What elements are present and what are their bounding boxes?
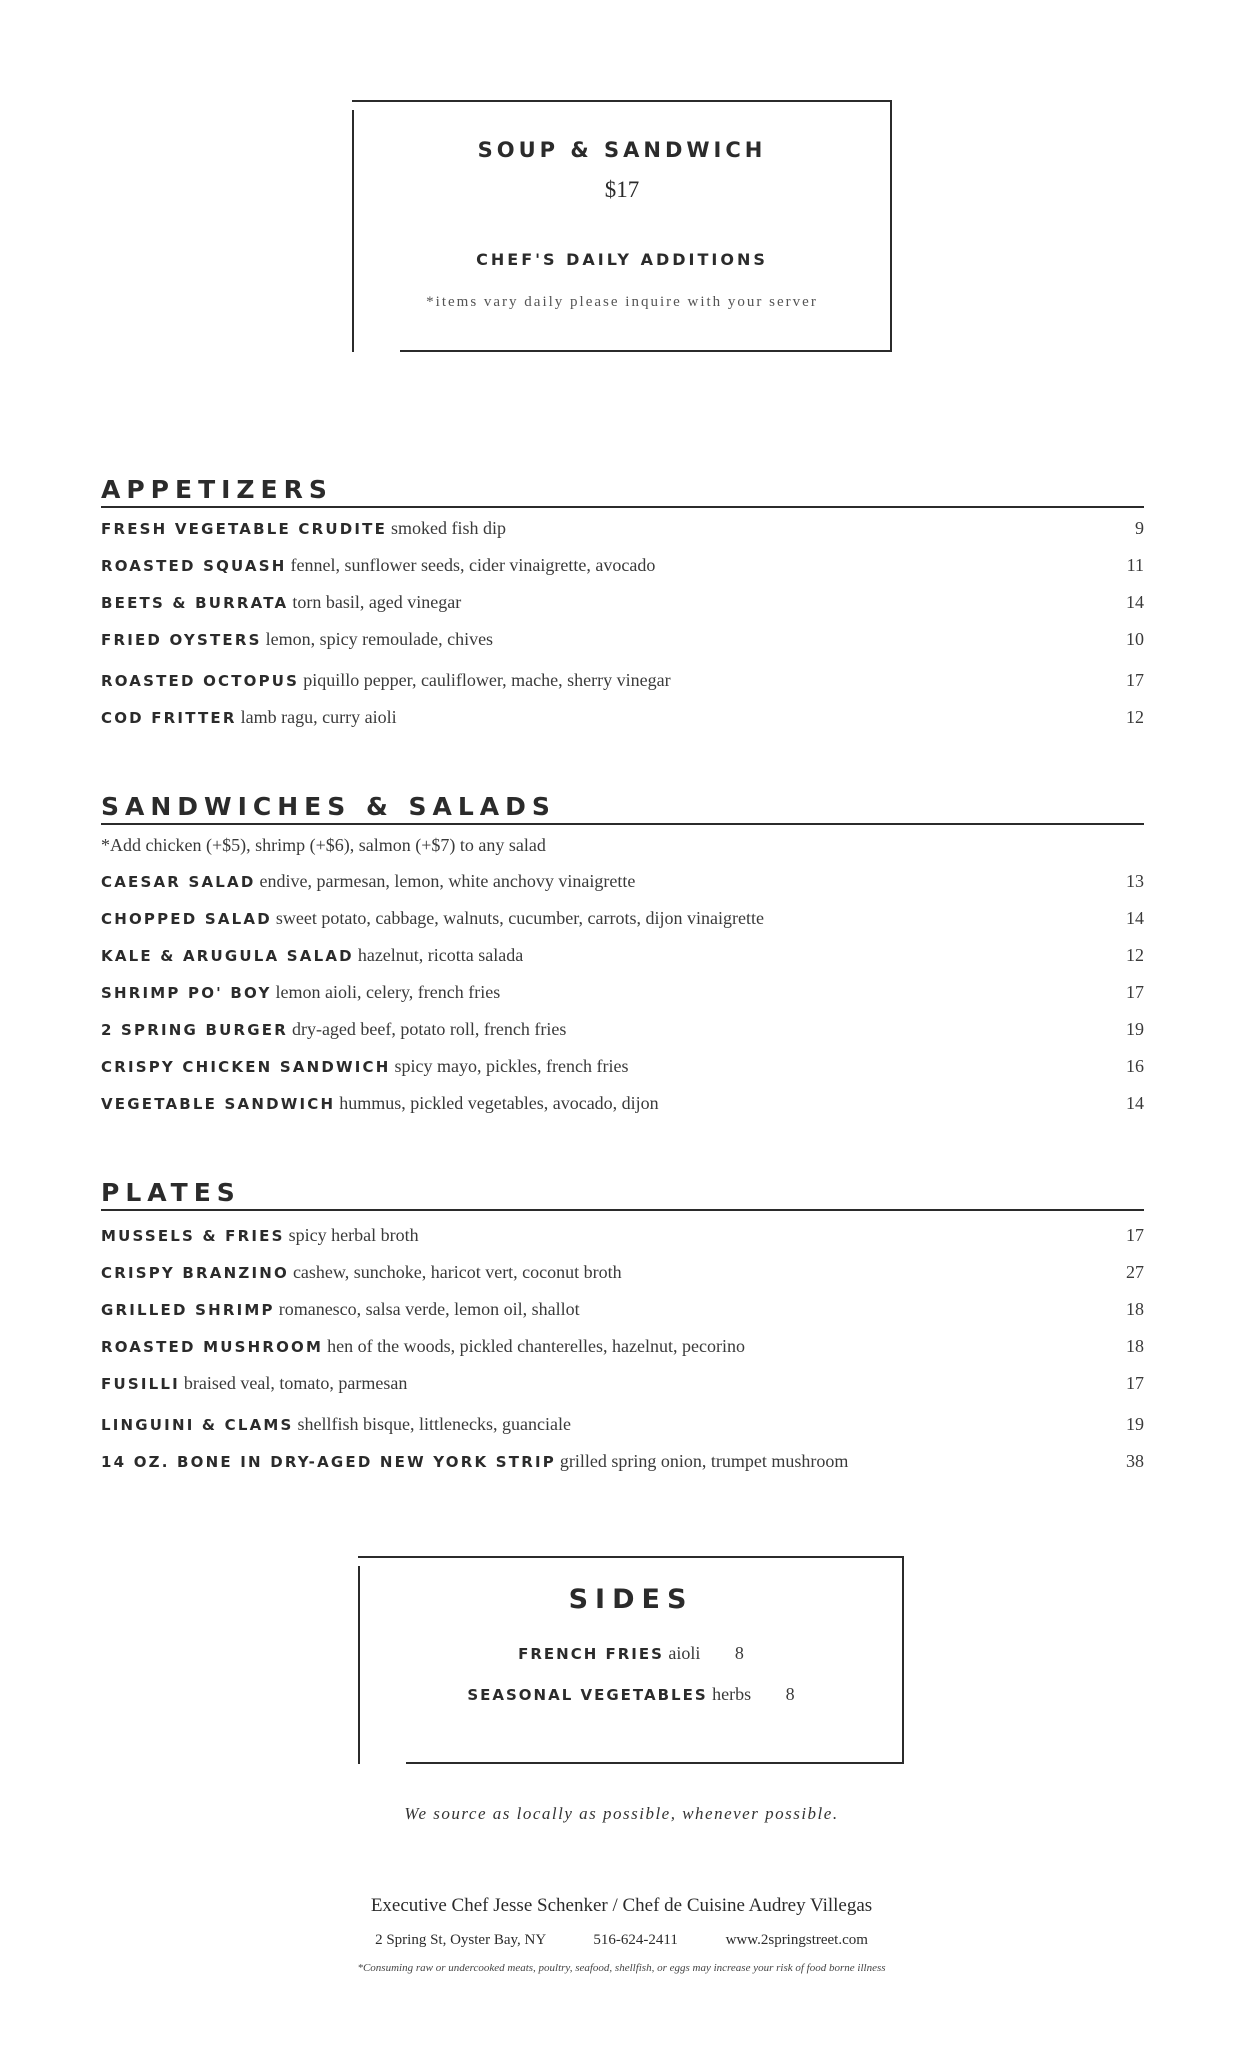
item-name: CAESAR SALAD (101, 873, 256, 891)
item-desc: shellfish bisque, littlenecks, guanciale (297, 1414, 571, 1434)
appetizers-title: APPETIZERS (101, 475, 333, 504)
sides-title: SIDES (568, 1584, 694, 1615)
item-desc: piquillo pepper, cauliflower, mache, sherry vinegar (303, 670, 671, 690)
item-price: 10 (1126, 629, 1144, 649)
side-item (358, 1680, 904, 1709)
side-desc: aioli (668, 1643, 701, 1663)
item-desc: spicy herbal broth (288, 1225, 419, 1245)
special-note: *items vary daily please inquire with your server (426, 294, 818, 310)
menu-item (101, 1369, 1144, 1397)
item-desc: dry-aged beef, potato roll, french fries (291, 1019, 567, 1039)
frame-line (406, 1762, 904, 1764)
menu-item (101, 1332, 1144, 1360)
plates-title: PLATES (101, 1178, 241, 1207)
menu-item (101, 941, 1144, 969)
disclaimer: *Consuming raw or undercooked meats, poultry, seafood, shellfish, or eggs may increase your risk of food borne illness (357, 1962, 886, 1974)
frame-line (400, 350, 892, 352)
item-price: 17 (1126, 1373, 1144, 1393)
item-name: ROASTED OCTOPUS (101, 672, 300, 690)
item-name: CHOPPED SALAD (101, 910, 272, 928)
item-name: 14 OZ. BONE IN DRY-AGED NEW YORK STRIP (101, 1453, 556, 1471)
appetizers-header (101, 470, 1144, 508)
item-name: CRISPY CHICKEN SANDWICH (101, 1058, 391, 1076)
item-price: 12 (1126, 707, 1144, 727)
menu-item (101, 666, 1144, 694)
plates-header (101, 1173, 1144, 1211)
item-price: 11 (1126, 555, 1144, 575)
frame-line (358, 1556, 904, 1558)
item-price: 13 (1126, 871, 1144, 891)
item-desc: sweet potato, cabbage, walnuts, cucumber, carrots, dijon vinaigrette (275, 908, 764, 928)
item-name: FRESH VEGETABLE CRUDITE (101, 520, 388, 538)
side-price: 8 (785, 1684, 795, 1704)
menu-item (101, 867, 1144, 895)
item-desc: lemon, spicy remoulade, chives (265, 629, 494, 649)
sandwiches-title: SANDWICHES & SALADS (101, 792, 556, 821)
section-rule (101, 823, 1144, 825)
item-price: 19 (1126, 1019, 1144, 1039)
item-desc: fennel, sunflower seeds, cider vinaigrette, avocado (290, 555, 656, 575)
sandwiches-header (101, 787, 1144, 825)
sandwiches-note: *Add chicken (+$5), shrimp (+$6), salmon (+$7) to any salad (101, 835, 546, 855)
menu-item (101, 551, 1144, 579)
item-desc: spicy mayo, pickles, french fries (394, 1056, 629, 1076)
frame-line (352, 100, 892, 102)
item-name: 2 SPRING BURGER (101, 1021, 288, 1039)
menu-item (101, 625, 1144, 653)
side-name: SEASONAL VEGETABLES (467, 1686, 708, 1704)
item-price: 19 (1126, 1414, 1144, 1434)
section-rule (101, 506, 1144, 508)
chefs-line: Executive Chef Jesse Schenker / Chef de Cuisine Audrey Villegas (370, 1895, 873, 1916)
special-subtitle: CHEF'S DAILY ADDITIONS (476, 250, 768, 269)
menu-item (101, 1221, 1144, 1249)
item-price: 17 (1126, 1225, 1144, 1245)
item-name: GRILLED SHRIMP (101, 1301, 275, 1319)
menu-item (101, 904, 1144, 932)
menu-item (101, 1447, 1144, 1475)
item-price: 17 (1126, 670, 1144, 690)
item-price: 14 (1126, 592, 1144, 612)
item-desc: lamb ragu, curry aioli (240, 707, 397, 727)
item-name: VEGETABLE SANDWICH (101, 1095, 336, 1113)
item-name: CRISPY BRANZINO (101, 1264, 289, 1282)
menu-item (101, 1410, 1144, 1438)
tagline: We source as locally as possible, whenever possible. (404, 1804, 839, 1823)
item-price: 17 (1126, 982, 1144, 1002)
side-price: 8 (734, 1643, 744, 1663)
menu-item (101, 1258, 1144, 1286)
special-price: $17 (604, 177, 640, 202)
sides-box (358, 1556, 904, 1764)
item-desc: romanesco, salsa verde, lemon oil, shallot (278, 1299, 580, 1319)
item-desc: hazelnut, ricotta salada (357, 945, 524, 965)
menu-item (101, 588, 1144, 616)
item-name: COD FRITTER (101, 709, 237, 727)
side-name: FRENCH FRIES (518, 1645, 664, 1663)
item-desc: endive, parmesan, lemon, white anchovy vinaigrette (259, 871, 636, 891)
item-name: KALE & ARUGULA SALAD (101, 947, 354, 965)
menu-item (101, 1089, 1144, 1117)
item-price: 12 (1126, 945, 1144, 965)
item-price: 14 (1126, 908, 1144, 928)
menu-item (101, 1015, 1144, 1043)
website-link[interactable]: www.2springstreet.com (725, 1932, 868, 1948)
contact-line (0, 1932, 1243, 1949)
side-item (358, 1639, 904, 1668)
item-name: SHRIMP PO' BOY (101, 984, 272, 1002)
item-desc: cashew, sunchoke, haricot vert, coconut broth (292, 1262, 622, 1282)
address: 2 Spring St, Oyster Bay, NY (375, 1932, 546, 1948)
item-name: BEETS & BURRATA (101, 594, 289, 612)
item-price: 9 (1135, 518, 1144, 538)
section-rule (101, 1209, 1144, 1211)
menu-item (101, 1295, 1144, 1323)
item-name: FUSILLI (101, 1375, 180, 1393)
item-desc: smoked fish dip (391, 518, 507, 538)
phone: 516-624-2411 (593, 1932, 678, 1948)
item-name: ROASTED MUSHROOM (101, 1338, 324, 1356)
item-price: 14 (1126, 1093, 1144, 1113)
item-price: 38 (1126, 1451, 1144, 1471)
item-name: ROASTED SQUASH (101, 557, 287, 575)
item-desc: grilled spring onion, trumpet mushroom (559, 1451, 849, 1471)
item-desc: torn basil, aged vinegar (292, 592, 462, 612)
menu-item (101, 703, 1144, 731)
special-title: SOUP & SANDWICH (477, 138, 767, 162)
item-desc: hummus, pickled vegetables, avocado, dijon (339, 1093, 659, 1113)
item-price: 18 (1126, 1299, 1144, 1319)
menu-item (101, 978, 1144, 1006)
item-name: LINGUINI & CLAMS (101, 1416, 294, 1434)
item-price: 27 (1126, 1262, 1144, 1282)
item-desc: hen of the woods, pickled chanterelles, hazelnut, pecorino (327, 1336, 745, 1356)
side-desc: herbs (712, 1684, 752, 1704)
item-name: MUSSELS & FRIES (101, 1227, 285, 1245)
menu-item (101, 514, 1144, 542)
special-box (352, 100, 892, 352)
menu-item (101, 1052, 1144, 1080)
item-price: 18 (1126, 1336, 1144, 1356)
item-name: FRIED OYSTERS (101, 631, 262, 649)
item-desc: lemon aioli, celery, french fries (275, 982, 501, 1002)
item-desc: braised veal, tomato, parmesan (183, 1373, 408, 1393)
item-price: 16 (1126, 1056, 1144, 1076)
